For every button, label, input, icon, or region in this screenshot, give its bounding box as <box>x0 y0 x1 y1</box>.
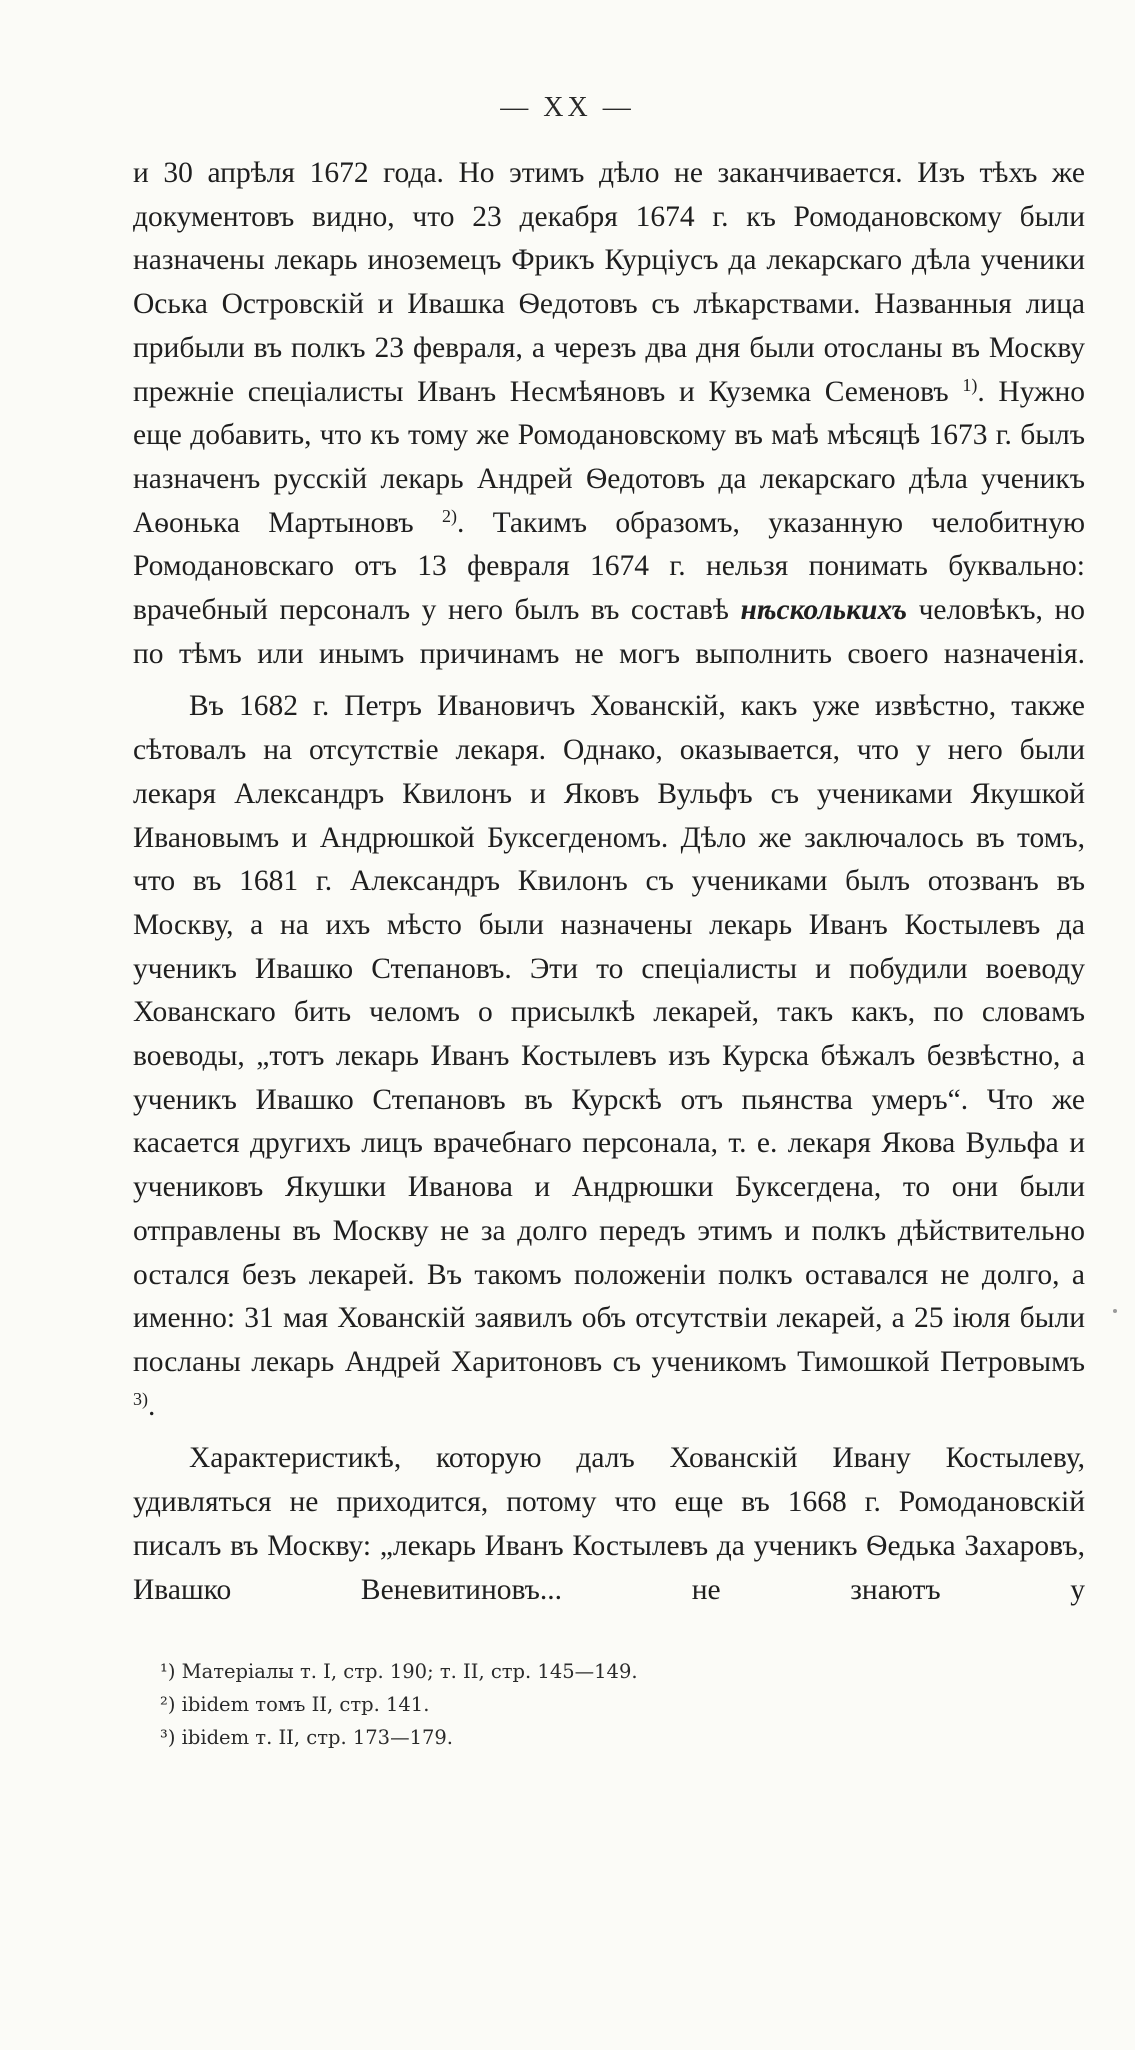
paragraph-1-text-c: . Такимъ образомъ, указанную челобитную Ромодановскаго отъ 13 февраля 1674 г. нельзя понимать буквально: врачебный персоналъ у него былъ въ составѣ <box>133 506 1085 627</box>
paragraph-1 <box>133 152 1085 676</box>
footnote-ref-3: 3) <box>133 1388 148 1409</box>
footnotes <box>160 1655 1060 1754</box>
paragraph-2 <box>133 685 1085 1428</box>
main-text <box>133 152 1085 1612</box>
page-number-header: — XX — <box>500 92 635 123</box>
footnote-3: ³) ibidem т. II, стр. 173—179. <box>160 1726 454 1749</box>
footnote-1: ¹) Матеріалы т. I, стр. 190; т. II, стр. 145—149. <box>160 1660 638 1683</box>
emphasized-word: нѣсколькихъ <box>740 594 907 627</box>
paragraph-2-text-b: . <box>148 1389 156 1422</box>
paragraph-3 <box>133 1437 1085 1612</box>
footnote-2: ²) ibidem томъ II, стр. 141. <box>160 1693 430 1716</box>
paragraph-1-text-b: . Нужно еще добавить, что къ тому же Ромодановскому въ маѣ мѣсяцѣ 1673 г. былъ назначенъ русскій лекарь Андрей Ѳедотовъ да лекарскаго дѣла ученикъ Аѳонька Мартыновъ <box>133 375 1085 539</box>
paragraph-3-text: Характеристикѣ, которую далъ Хованскій Ивану Костылеву, удивляться не приходится, потому что еще въ 1668 г. Ромодановскій писалъ въ Москву: „лекарь Иванъ Костылевъ да ученикъ Ѳедька Захаровъ, Ивашко Веневитиновъ... не знаютъ у <box>133 1442 1085 1606</box>
footnote-ref-1: 1) <box>962 374 978 395</box>
paragraph-1-text-d: человѣкъ, но по тѣмъ или инымъ причинамъ не могъ выполнить своего назначенія. <box>133 594 1085 670</box>
margin-speck <box>1113 1309 1117 1313</box>
paragraph-1-text-a: и 30 апрѣля 1672 года. Но этимъ дѣло не заканчивается. Изъ тѣхъ же документовъ видно, что 23 декабря 1674 г. къ Ромодановскому были назначены лекарь иноземецъ Фрикъ Курціусъ да лекарскаго дѣла ученики Оська Островскій и Ивашка Ѳедотовъ съ лѣкарствами. Названныя лица прибыли въ полкъ 23 февраля, а черезъ два дня были отосланы въ Москву прежніе спеціалисты Иванъ Несмѣяновъ и Куземка Семеновъ <box>133 157 1085 408</box>
footnote-ref-2: 2) <box>441 505 457 526</box>
paragraph-2-text-a: Въ 1682 г. Петръ Ивановичъ Хованскій, какъ уже извѣстно, также сѣтовалъ на отсутствіе лекаря. Однако, оказывается, что у него были лекаря Александръ Квилонъ и Яковъ Вульфъ съ учениками Якушкой Ивановымъ и Андрюшкой Буксегденомъ. Дѣло же заключалось въ томъ, что въ 1681 г. Александръ Квилонъ съ учениками былъ отозванъ въ Москву, а на ихъ мѣсто были назначены лекарь Иванъ Костылевъ да ученикъ Ивашко Степановъ. Эти то спеціалисты и побудили воеводу Хованскаго бить челомъ о присылкѣ лекарей, такъ какъ, по словамъ воеводы, „тотъ лекарь Иванъ Костылевъ изъ Курска бѣжалъ безвѣстно, а ученикъ Ивашко Степановъ въ Курскѣ отъ пьянства умеръ“. Что же касается другихъ лицъ врачебнаго персонала, т. е. лекаря Якова Вульфа и учениковъ Якушки Иванова и Андрюшки Буксегдена, то они были отправлены въ Москву не за долго передъ этимъ и полкъ дѣйствительно остался безъ лекарей. Въ такомъ положеніи полкъ оставался не долго, а именно: 31 мая Хованскій заявилъ объ отсутствіи лекарей, а 25 іюля были посланы лекарь Андрей Харитоновъ съ ученикомъ Тимошкой Петровымъ <box>133 690 1085 1378</box>
